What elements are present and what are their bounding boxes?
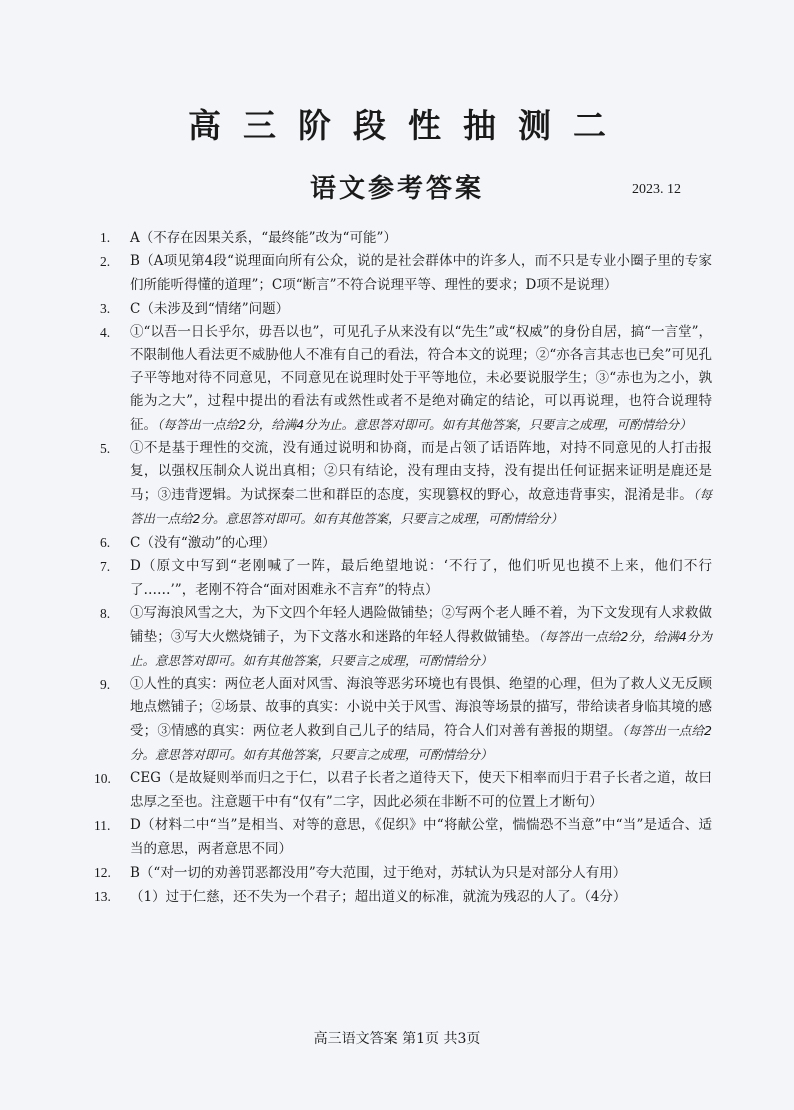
answer-item-12 <box>94 861 712 885</box>
answer-item-11 <box>94 814 712 861</box>
answer-number: 5. <box>100 441 111 456</box>
answer-number: 12. <box>94 865 111 880</box>
answer-number: 2. <box>100 254 111 269</box>
scoring-note: （每答出一点给2分，给满4分为止。意思答对即可。如有其他答案，只要言之成理，可酌情给分） <box>157 417 692 432</box>
answer-item-1 <box>100 226 712 250</box>
scoring-note: （每答出一点给2分。意思答对即可。如有其他答案，只要言之成理，可酌情给分） <box>130 487 712 526</box>
answer-item-6 <box>100 531 712 555</box>
answer-item-2 <box>100 250 712 297</box>
answer-item-4 <box>100 321 712 437</box>
answer-item-3 <box>100 297 712 321</box>
answer-text: ①人性的真实：两位老人面对风雪、海浪等恶劣环境也有畏惧、绝望的心理，但为了救人义无反顾地点燃铺子；②场景、故事的真实：小说中关于风雪、海浪等场景的描写，带给读者身临其境的感受；③情感的真实：两位老人救到自己儿子的结局，符合人们对善有善报的期望。 <box>130 676 712 739</box>
answer-number: 8. <box>100 606 111 621</box>
answer-number: 4. <box>100 325 111 340</box>
answer-item-13 <box>94 885 712 909</box>
page-footer <box>0 1028 794 1048</box>
answer-number: 10. <box>94 771 111 786</box>
answer-text: CEG（是故疑则举而归之于仁，以君子长者之道待天下，使天下相率而归于君子长者之道，故曰忠厚之至也。注意题干中有“仅有”二字，因此必须在非断不可的位置上才断句） <box>130 770 712 810</box>
answer-text: A（不存在因果关系，“最终能”改为“可能”） <box>130 230 397 246</box>
answer-text: ①不是基于理性的交流，没有通过说明和协商，而是占领了话语阵地，对持不同意见的人打击报复，以强权压制众人说出真相；②只有结论，没有理由支持，没有提出任何证据来证明是鹿还是马；③违背逻辑。为试探秦二世和群臣的态度，实现篡权的野心，故意违背事实，混淆是非。 <box>130 440 712 503</box>
answer-text: D（原文中写到“老刚喊了一阵，最后绝望地说：‘不行了，他们听见也摸不上来，他们不行了……’”，老刚不符合“面对困难永不言弃”的特点） <box>130 558 712 598</box>
answer-text: （1）过于仁慈，还不失为一个君子；超出道义的标准，就流为残忍的人了。（4分） <box>130 889 627 905</box>
answer-item-8 <box>100 602 712 673</box>
scoring-note: （每答出一点给2分。意思答对即可。如有其他答案，只要言之成理，可酌情给分） <box>130 723 712 762</box>
footer-total-pages: 共3页 <box>443 1031 481 1047</box>
answer-number: 7. <box>100 559 111 574</box>
exam-date: 2023. 12 <box>632 182 681 197</box>
answer-number: 11. <box>94 818 111 833</box>
answer-item-9 <box>100 673 712 767</box>
answer-number: 6. <box>100 535 111 550</box>
answer-number: 13. <box>94 889 111 904</box>
footer-page-number: 第1页 <box>402 1031 439 1047</box>
answer-number: 3. <box>100 301 111 316</box>
page-subtitle: 语文参考答案 <box>309 174 484 204</box>
answer-number: 1. <box>100 230 111 245</box>
answer-text: D（材料二中“当”是相当、对等的意思，《促织》中“将献公堂，惴惴恐不当意”中“当”是适合、适当的意思，两者意思不同） <box>130 817 712 857</box>
answer-text: B（“对一切的劝善罚恶都没用”夸大范围，过于绝对，苏轼认为只是对部分人有用） <box>130 865 627 881</box>
answer-text: ①写海浪风雪之大，为下文四个年轻人遇险做铺垫；②写两个老人睡不着，为下文发现有人求救做铺垫；③写大火燃烧铺子，为下文落水和迷路的年轻人得救做铺垫。 <box>130 605 712 645</box>
answer-number: 9. <box>100 677 111 692</box>
answer-item-7 <box>100 555 712 602</box>
page-title: 高三阶段性抽测二 <box>188 106 628 145</box>
answer-text: ①“以吾一日长乎尔，毋吾以也”，可见孔子从来没有以“先生”或“权威”的身份自居，搞“一言堂”，不限制他人看法更不威胁他人不准有自己的看法，符合本文的说理；②“亦各言其志也已矣”可见孔子平等地对待不同意见，不同意见在说理时处于平等地位，未必要说服学生；③“赤也为之小，孰能为之大”，过程中提出的看法有或然性或者不是绝对确定的结论，可以再说理，也符合说理特征。 <box>130 324 712 433</box>
scoring-note: （每答出一点给2分，给满4分为止。意思答对即可。如有其他答案，只要言之成理，可酌情给分） <box>130 629 712 668</box>
answer-list <box>94 226 712 909</box>
footer-subject: 高三语文答案 <box>313 1031 398 1047</box>
answer-text: C（没有“激动”的心理） <box>130 535 276 551</box>
answer-text: C（未涉及到“情绪”问题） <box>130 301 290 317</box>
answer-item-10 <box>94 767 712 814</box>
answer-item-5 <box>100 437 712 531</box>
answer-text: B（A项见第4段“说理面向所有公众，说的是社会群体中的许多人，而不只是专业小圈子里的专家们所能听得懂的道理”；C项“断言”不符合说理平等、理性的要求；D项不是说理） <box>130 253 712 293</box>
